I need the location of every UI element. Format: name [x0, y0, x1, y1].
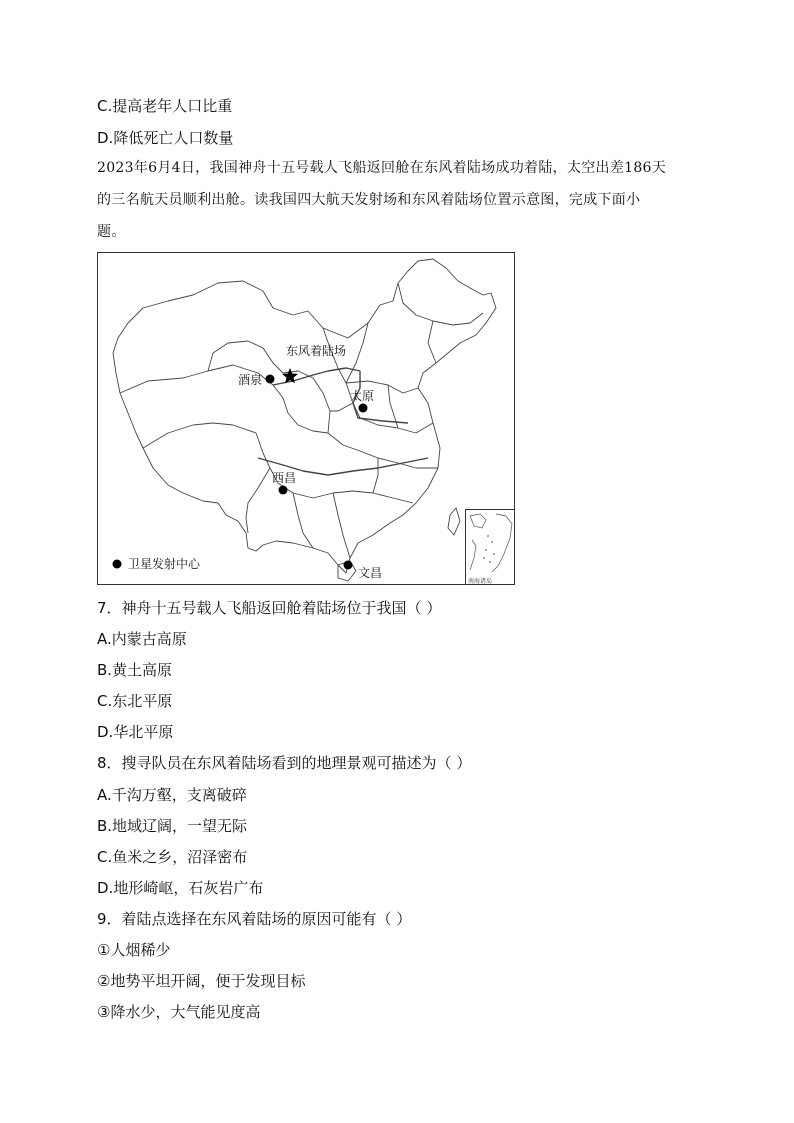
country-outline	[113, 259, 496, 573]
taiyuan-label: 太原	[350, 389, 375, 403]
taiwan-island	[448, 508, 460, 535]
question-7-option-b[interactable]: B.黄土高原	[97, 661, 173, 679]
province-border	[143, 423, 256, 448]
province-border	[273, 385, 328, 433]
question-8-option-c[interactable]: C.鱼米之乡，沼泽密布	[97, 848, 248, 866]
question-7-option-d[interactable]: D.华北平原	[97, 723, 174, 741]
passage-line: 题。	[97, 224, 126, 240]
province-border	[373, 458, 378, 493]
province-border	[293, 493, 313, 548]
china-map-figure	[97, 252, 515, 585]
landing-site-label: 东风着陆场	[286, 344, 347, 358]
passage-line: 的三名航天员顺利出舱。读我国四大航天发射场和东风着陆场位置示意图，完成下面小	[97, 192, 641, 208]
province-border	[283, 371, 330, 433]
question-7-option-a[interactable]: A.内蒙古高原	[97, 630, 187, 648]
question-9-item-3: ③降水少，大气能见度高	[97, 1003, 261, 1021]
china-map-outline	[98, 253, 515, 585]
question-8-stem: 8．搜寻队员在东风着陆场看到的地理景观可描述为（ ）	[97, 754, 472, 772]
passage	[97, 152, 702, 248]
province-border	[398, 283, 483, 325]
inset-label: 南海诸岛	[468, 578, 493, 585]
province-border	[346, 323, 368, 383]
option-c-prev: C.提高老年人口比重	[97, 97, 233, 115]
province-border	[313, 491, 413, 503]
hainan-island	[338, 561, 356, 581]
province-border	[428, 321, 436, 363]
wenchang-label: 文昌	[358, 566, 383, 580]
south-china-sea-inset	[465, 509, 515, 585]
option-d-prev: D.降低死亡人口数量	[97, 129, 234, 147]
question-7-option-c[interactable]: C.东北平原	[97, 692, 173, 710]
question-8-option-d[interactable]: D.地形崎岖，石灰岩广布	[97, 879, 264, 897]
passage-line: 2023年6月4日，我国神舟十五号载人飞船返回舱在东风着陆场成功着陆，太空出差186天	[97, 160, 667, 176]
province-border	[330, 403, 353, 411]
question-9-item-1: ①人烟稀少	[97, 941, 171, 959]
xichang-label: 西昌	[272, 471, 297, 485]
question-9-item-2: ②地势平坦开阔，便于发现目标	[97, 972, 306, 990]
province-border	[246, 468, 270, 533]
inset-map	[466, 510, 515, 585]
jiuquan-label: 酒泉	[238, 373, 263, 387]
province-border	[323, 328, 360, 418]
legend-label: 卫星发射中心	[128, 557, 201, 571]
province-border	[333, 493, 350, 558]
question-7-stem: 7．神舟十五号载人飞船返回舱着陆场位于我国（ ）	[97, 599, 442, 617]
question-8-option-b[interactable]: B.地域辽阔，一望无际	[97, 817, 248, 835]
question-8-option-a[interactable]: A.千沟万壑，支离破碎	[97, 786, 247, 804]
yellow-river	[273, 368, 408, 423]
province-border	[328, 433, 438, 468]
question-9-stem: 9．着陆点选择在东风着陆场的原因可能有（ ）	[97, 910, 412, 928]
